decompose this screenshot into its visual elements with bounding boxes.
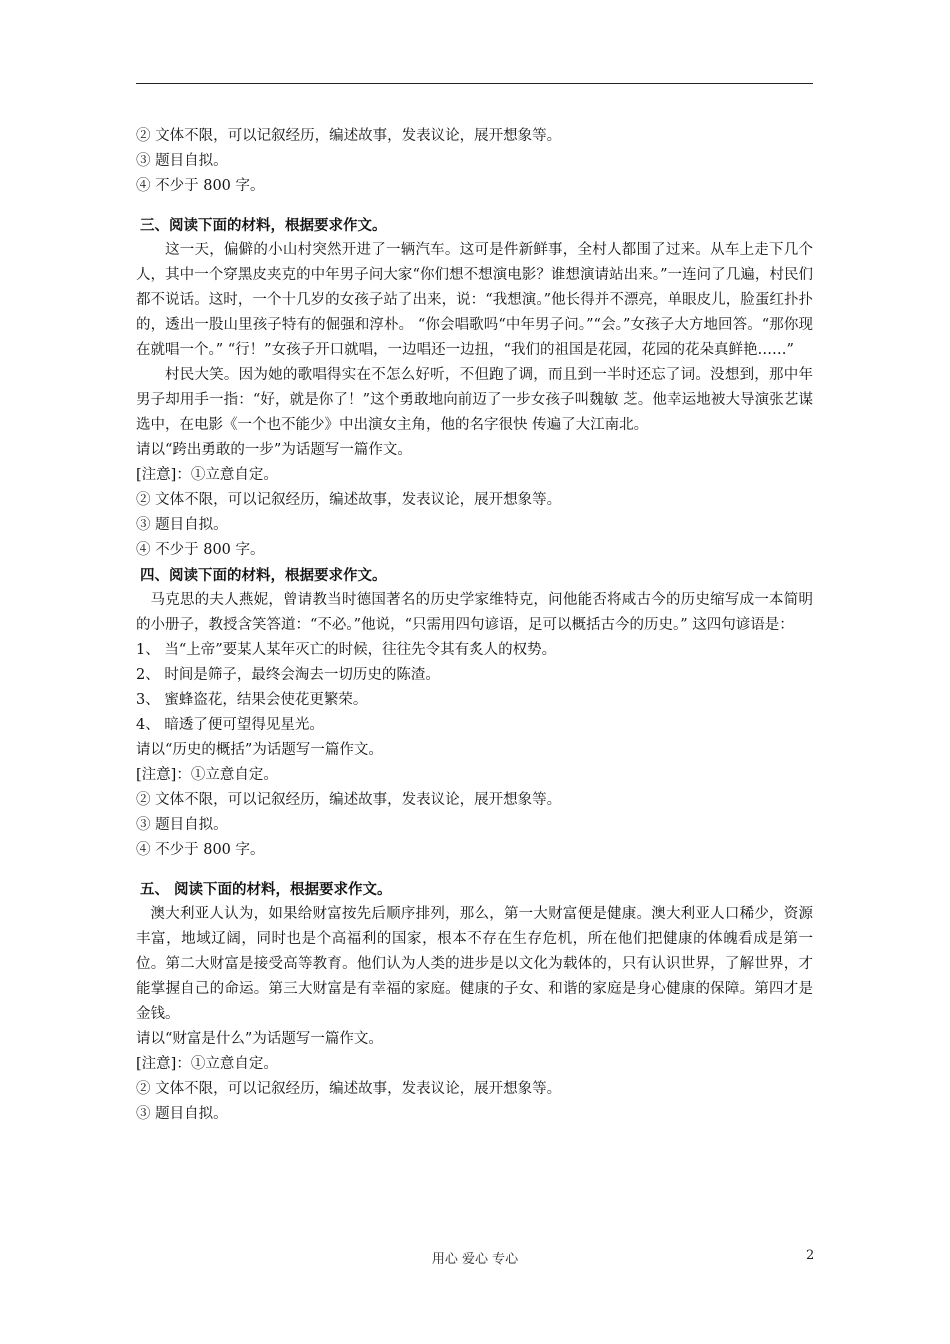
header-rule [136, 83, 813, 84]
document-body [136, 124, 813, 1127]
page-number: 2 [806, 1248, 815, 1263]
section4-paragraph: 马克思的夫人燕妮，曾请教当时德国著名的历史学家维特克，问他能否将咸古今的历史缩写成一本简明的小册子，教授含笑答道：“不必。”他说，“只需用四句谚语，足可以概括古今的历史。” 这四句谚语是： [136, 592, 813, 633]
section4-prompt: 请以“历史的概括”为话题写一篇作文。 [136, 742, 383, 758]
note-line: [注意]：①立意自定。 [136, 1056, 278, 1072]
list-item: 1、 当“上帝”要某人某年灭亡的时候，往往先令其有炙人的权势。 [136, 642, 557, 658]
footer-motto: 用心 爱心 专心 [431, 1252, 519, 1267]
note-line: ② 文体不限，可以记叙经历，编述故事，发表议论，展开想象等。 [136, 128, 562, 144]
note-line: [注意]：①立意自定。 [136, 467, 278, 483]
note-line: ③ 题目自拟。 [136, 817, 228, 833]
note-line: ④ 不少于 800 字。 [136, 542, 265, 558]
note-line: ② 文体不限，可以记叙经历，编述故事，发表议论，展开想象等。 [136, 1081, 562, 1097]
note-line: ③ 题目自拟。 [136, 1106, 228, 1122]
section3-prompt: 请以“跨出勇敢的一步”为话题写一篇作文。 [136, 442, 412, 458]
list-item: 2、 时间是筛子，最终会淘去一切历史的陈渣。 [136, 667, 440, 683]
list-item: 3、 蜜蜂盗花，结果会使花更繁荣。 [136, 692, 368, 708]
section-heading-4: 四、阅读下面的材料，根据要求作文。 [140, 567, 387, 584]
section-heading-3: 三、阅读下面的材料，根据要求作文。 [140, 217, 387, 234]
note-line: ④ 不少于 800 字。 [136, 842, 265, 858]
section3-paragraph: 村民大笑。因为她的歌唱得实在不怎么好听，不但跑了调，而且到一半时还忘了词。没想到，那中年男子却用手一指：“好，就是你了！”这个勇敢地向前迈了一步女孩子叫魏敏 芝。他幸运地被大导演张艺谋选中，在电影《一个也不能少》中出演女主角，他的名字很快 传遍了大江南北。 [136, 367, 813, 433]
note-line: [注意]：①立意自定。 [136, 767, 278, 783]
note-line: ④ 不少于 800 字。 [136, 178, 265, 194]
section-heading-5: 五、 阅读下面的材料，根据要求作文。 [140, 881, 392, 898]
note-line: ③ 题目自拟。 [136, 517, 228, 533]
note-line: ② 文体不限，可以记叙经历，编述故事，发表议论，展开想象等。 [136, 492, 562, 508]
list-item: 4、 暗透了便可望得见星光。 [136, 717, 324, 733]
note-line: ② 文体不限，可以记叙经历，编述故事，发表议论，展开想象等。 [136, 792, 562, 808]
section3-paragraph: 这一天，偏僻的小山村突然开进了一辆汽车。这可是件新鲜事，全村人都围了过来。从车上走下几个人，其中一个穿黑皮夹克的中年男子问大家“你们想不想演电影？谁想演请站出来。”一连问了几遍，村民们都不说话。这时，一个十几岁的女孩子站了出来，说：“我想演。”他长得并不漂亮，单眼皮儿，脸蛋红扑扑的，透出一股山里孩子特有的倔强和淳朴。 “你会唱歌吗“中年男子问。”“会。”女孩子大方地回答。“那你现在就唱一个。” “行！”女孩子开口就唱，一边唱还一边扭，“我们的祖国是花园，花园的花朵真鲜艳……” [136, 242, 813, 358]
note-line: ③ 题目自拟。 [136, 153, 228, 169]
section5-paragraph: 澳大利亚人认为，如果给财富按先后顺序排列，那么，第一大财富便是健康。澳大利亚人口稀少，资源丰富，地域辽阔，同时也是个高福利的国家，根本不存在生存危机，所在他们把健康的体魄看成是第一位。第二大财富是接受高等教育。他们认为人类的进步是以文化为载体的，只有认识世界，了解世界，才能掌握自己的命运。第三大财富是有幸福的家庭。健康的子女、和谐的家庭是身心健康的保障。第四才是金钱。 [136, 906, 813, 1022]
section5-prompt: 请以“财富是什么”为话题写一篇作文。 [136, 1031, 383, 1047]
